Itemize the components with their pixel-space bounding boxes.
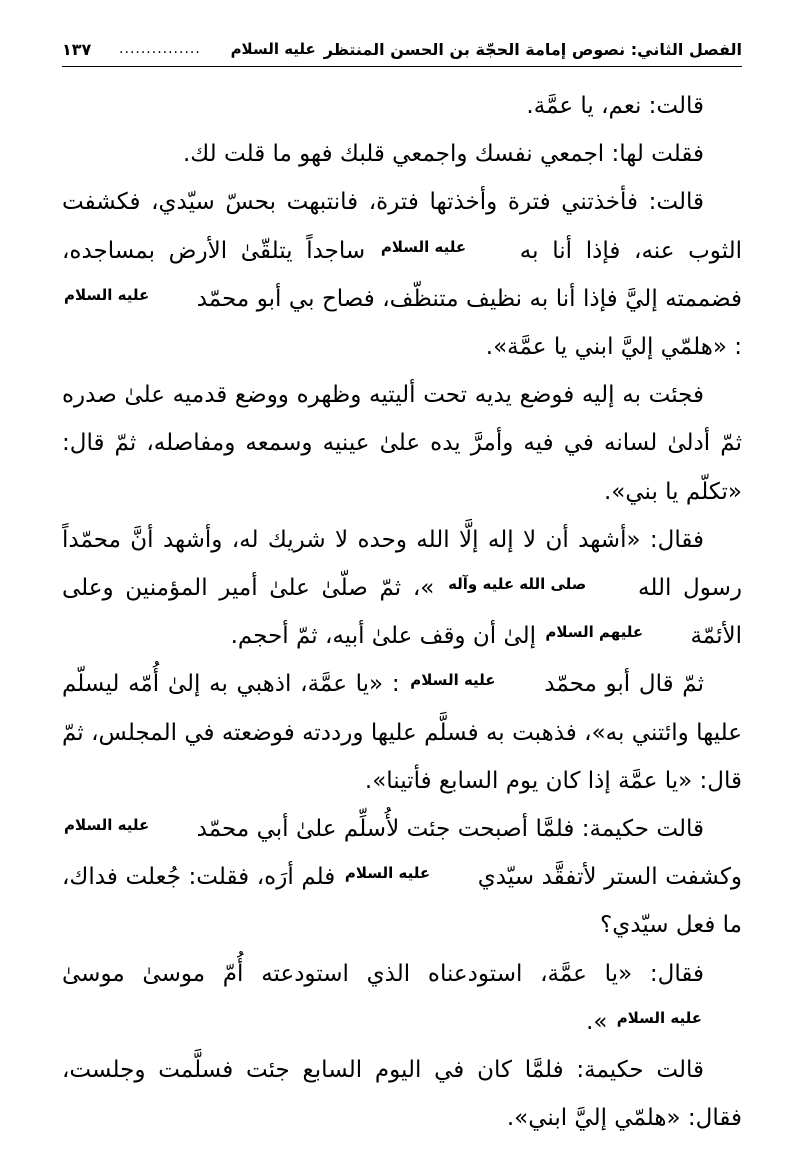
- paragraph-text: ثمّ قال أبو محمّد: [544, 671, 705, 698]
- leader-dots: ...............: [119, 41, 201, 57]
- paragraph-text: ساجداً يتلقّىٰ الأرض بمساجده، فضممته إليَّ فإذا أنا به نظيف متنظّف، فصاح بي أبو محمّد: [62, 237, 742, 312]
- header-divider: [62, 66, 742, 67]
- chapter-title: [229, 40, 742, 59]
- paragraph-text: »، ثمّ صلّىٰ علىٰ أمير المؤمنين وعلى الأئمّة: [62, 575, 742, 650]
- honorific-glyph: عليه السلام: [344, 864, 431, 883]
- honorific-glyph: عليه السلام: [230, 39, 316, 58]
- paragraph-text: قالت: فأخذتني فترة وأخذتها فترة، فانتبهت بحسّ سيّدي، فكشفت الثوب عنه، فإذا أنا به: [62, 189, 742, 264]
- paragraph-text: فقلت لها: اجمعي نفسك واجمعي قلبك فهو ما قلت لك.: [182, 141, 704, 168]
- paragraph-text: قالت حكيمة: فلمَّا كان في اليوم السابع جئت فسلَّمت وجلست، فقال: «هلمّي إليَّ ابني».: [62, 1057, 742, 1132]
- body-text: [62, 82, 742, 1142]
- paragraph-text: : «هلمّي إليَّ ابني يا عمَّة».: [485, 334, 742, 361]
- honorific-glyph: عليهم السلام: [545, 623, 644, 642]
- paragraph-text: وكشفت الستر لأتفقَّد سيّدي: [477, 864, 743, 891]
- paragraph: [62, 371, 742, 516]
- paragraph: [62, 178, 742, 371]
- paragraph-text: فقال: «أشهد أن لا إله إلَّا الله وحده لا شريك له، وأشهد أنَّ محمّداً رسول الله: [62, 526, 742, 602]
- paragraph: [62, 82, 742, 130]
- page-number: ١٣٧: [62, 39, 92, 59]
- paragraph-text: قالت حكيمة: فلمَّا أصبحت جئت لأُسلِّم علىٰ أبي محمّد: [196, 816, 705, 843]
- running-header: [62, 34, 742, 64]
- paragraph-text: إلىٰ أن وقف علىٰ أبيه، ثمّ أحجم.: [230, 623, 537, 650]
- paragraph: [62, 130, 742, 178]
- paragraph: [62, 660, 742, 805]
- honorific-glyph: عليه السلام: [616, 1008, 702, 1027]
- paragraph-text: فجئت به إليه فوضع يديه تحت أليتيه وظهره ووضع قدميه علىٰ صدره ثمّ أدلىٰ لسانه في فيه وأمرَّ يده علىٰ عينيه وسمعه ومفاصله، ثمّ قال: «تكلّم يا بني».: [62, 382, 742, 505]
- paragraph-text: ».: [586, 1008, 608, 1035]
- chapter-title-text: الفصل الثاني: نصوص إمامة الحجّة بن الحسن المنتظر: [323, 39, 742, 59]
- honorific-glyph: صلى الله عليه وآله: [448, 575, 587, 594]
- honorific-glyph: عليه السلام: [410, 671, 496, 690]
- paragraph-text: فقال: «يا عمَّة، استودعناه الذي استودعته أُمّ موسىٰ موسىٰ: [62, 960, 704, 987]
- honorific-glyph: عليه السلام: [380, 237, 467, 256]
- paragraph: [62, 950, 742, 1046]
- paragraph: [62, 1046, 742, 1142]
- honorific-glyph: عليه السلام: [64, 816, 150, 835]
- honorific-glyph: عليه السلام: [64, 285, 150, 304]
- paragraph: [62, 516, 742, 661]
- paragraph: [62, 805, 742, 950]
- paragraph-text: قالت: نعم، يا عمَّة.: [526, 93, 704, 119]
- paragraph-text: فلم أرَه، فقلت: جُعلت فداك، ما فعل سيّدي؟: [62, 864, 742, 939]
- paragraph-text: : «يا عمَّة، اذهبي به إلىٰ أُمّه ليسلّم عليها وائتني به»، فذهبت به فسلَّم عليها ورددته فوضعته في المجلس، ثمّ قال: «يا عمَّة إذا كان يوم السابع فأتينا».: [62, 671, 742, 794]
